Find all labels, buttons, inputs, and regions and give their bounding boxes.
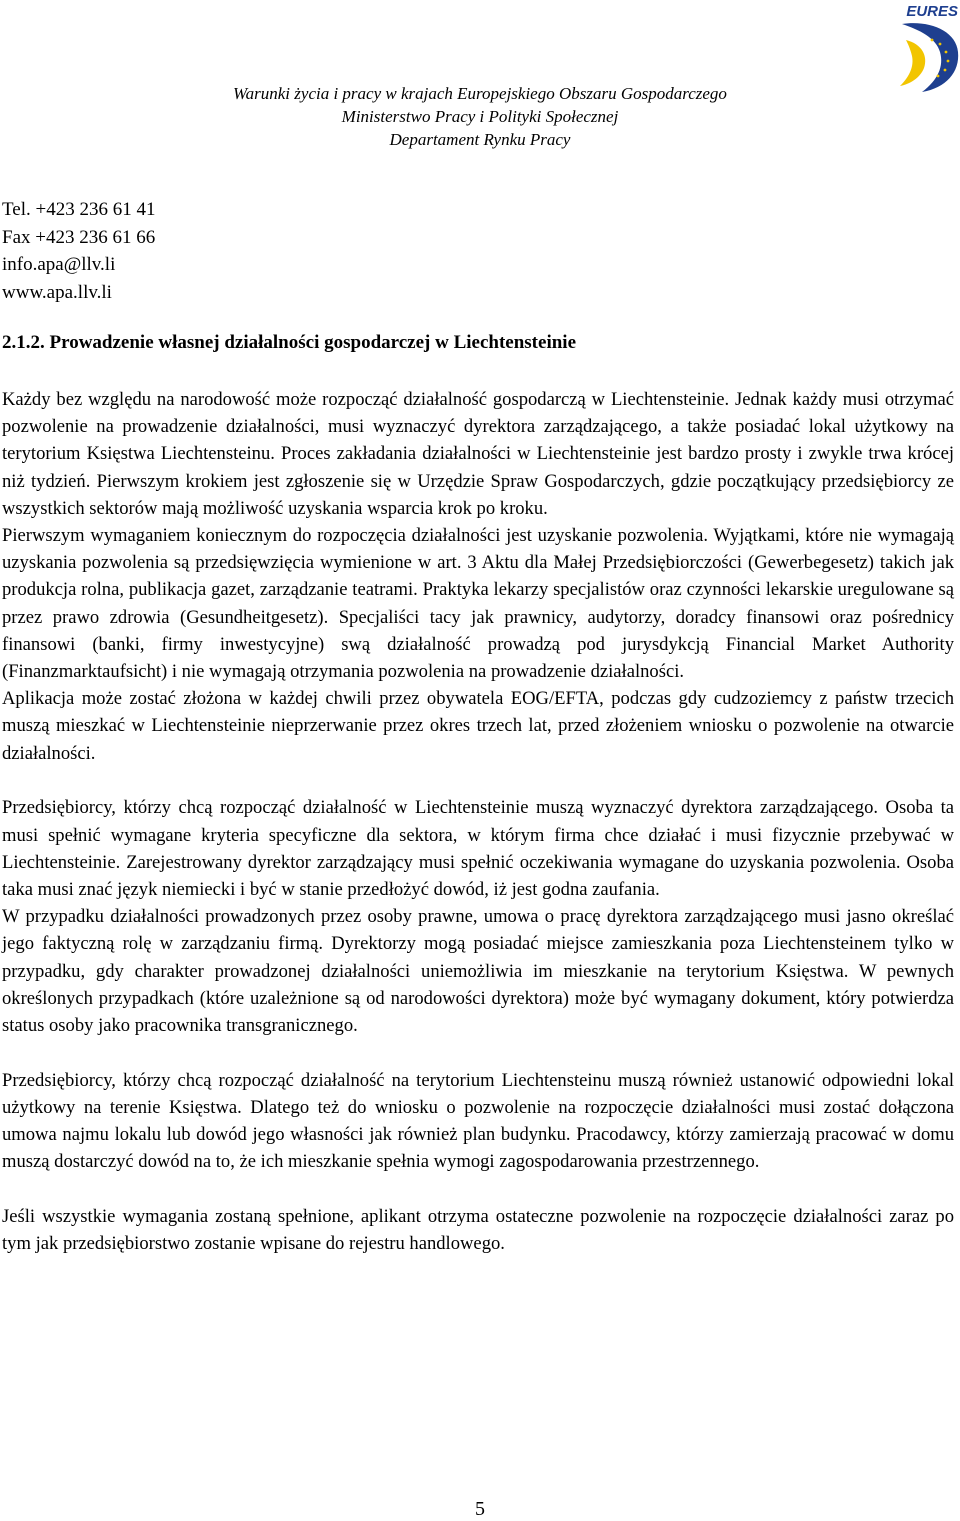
paragraph-3: Aplikacja może zostać złożona w każdej chwili przez obywatela EOG/EFTA, podczas gdy cudzoziemcy z państw trzecich muszą mieszkać w Liechtensteinie nieprzerwanie przez okres trzech lat, przed złożeniem wniosku o pozwolenie na otwarcie działalności. — [2, 688, 954, 764]
paragraph-4: Przedsiębiorcy, którzy chcą rozpocząć działalność w Liechtensteinie muszą wyznaczyć dyrektora zarządzającego. Osoba ta musi spełnić wymagane kryteria specyficzne dla sektora, w którym firma chce działać i musi fizycznie przebywać w Liechtensteinie. Zarejestrowany dyrektor zarządzający musi spełnić oczekiwania wymagane do uzyskania pozwolenia. Osoba taka musi znać język niemiecki i być w stanie przedłożyć dowód, iż jest godna zaufania. — [2, 797, 954, 900]
contact-block — [2, 196, 155, 306]
page-number: 5 — [475, 1498, 485, 1520]
document-header — [0, 82, 960, 151]
header-line-2: Ministerstwo Pracy i Polityki Społecznej — [341, 107, 619, 126]
contact-tel: Tel. +423 236 61 41 — [2, 199, 156, 220]
contact-fax: Fax +423 236 61 66 — [2, 226, 156, 248]
body-text — [2, 386, 954, 1257]
contact-web: www.apa.llv.li — [2, 281, 112, 303]
logo-lettering: EURES — [906, 3, 958, 20]
header-line-3: Departament Rynku Pracy — [389, 130, 571, 149]
paragraph-2: Pierwszym wymaganiem koniecznym do rozpoczęcia działalności jest uzyskanie pozwolenia. Wyjątkami, które nie wymagają uzyskania pozwolenia są przedsięwzięcia wymienione w art. 3 Aktu dla Małej Przedsiębiorczości (Gewerbegesetz) takich jak produkcja rolna, publikacja gazet, zarządzanie teatrami. Praktyka lekarzy specjalistów oraz czynności lekarskie uregulowane są przez prawo zdrowia (Gesundheitgesetz). Specjaliści tacy jak prawnicy, audytorzy, doradcy finansowi oraz pośrednicy finansowi (banki, firmy inwestycyjne) swą działalność prowadzą pod jurysdykcją Financial Market Authority (Finanzmarktaufsicht) i nie wymagają otrzymania pozwolenia na prowadzenie działalności. — [2, 525, 954, 683]
paragraph-1: Każdy bez względu na narodowość może rozpocząć działalność gospodarczą w Liechtensteinie. Jednak każdy musi otrzymać pozwolenie na prowadzenie działalności, musi wyznaczyć dyrektora zarządzającego, a także posiadać lokal użytkowy na terytorium Księstwa Liechtensteinu. Proces zakładania działalności w Liechtensteinie jest bardzo prosty i zwykle trwa krócej niż tydzień. Pierwszym krokiem jest zgłoszenie się w Urzędzie Spraw Gospodarczych, gdzie początkujący przedsiębiorcy ze wszystkich sektorów mają możliwość uzyskania wsparcia krok po kroku. — [2, 389, 954, 519]
paragraph-7: Jeśli wszystkie wymagania zostaną spełnione, aplikant otrzyma ostateczne pozwolenie na rozpoczęcie działalności zaraz po tym jak przedsiębiorstwo zostanie wpisane do rejestru handlowego. — [2, 1205, 954, 1255]
header-line-1: Warunki życia i pracy w krajach Europejskiego Obszaru Gospodarczego — [233, 84, 727, 103]
contact-email: info.apa@llv.li — [2, 254, 116, 275]
paragraph-5: W przypadku działalności prowadzonych przez osoby prawne, umowa o pracę dyrektora zarządzającego musi jasno określać jego faktyczną rolę w zarządzaniu firmą. Dyrektorzy mogą posiadać miejsce zamieszkania poza Liechtensteinem tylko w przypadku, gdy charakter prowadzonej działalności uniemożliwia im mieszkanie na terytorium Księstwa. W pewnych określonych przypadkach (które uzależnione są od narodowości dyrektora) może być wymagany dokument, który potwierdza status osoby jako pracownika transgranicznego. — [2, 906, 954, 1036]
section-title: 2.1.2. Prowadzenie własnej działalności gospodarczej w Liechtensteinie — [2, 332, 576, 353]
paragraph-6: Przedsiębiorcy, którzy chcą rozpocząć działalność na terytorium Liechtensteinu muszą również ustanowić odpowiedni lokal użytkowy na terenie Księstwa. Dlatego też do wniosku o pozwolenie na rozpoczęcie działalności musi zostać dołączona umowa najmu lokalu lub dowód jego własności jak również plan budynku. Pracodawcy, którzy zamierzają pracować w domu muszą dostarczyć dowód na to, że ich mieszkanie spełnia wymogi zagospodarowania przestrzennego. — [2, 1069, 954, 1173]
